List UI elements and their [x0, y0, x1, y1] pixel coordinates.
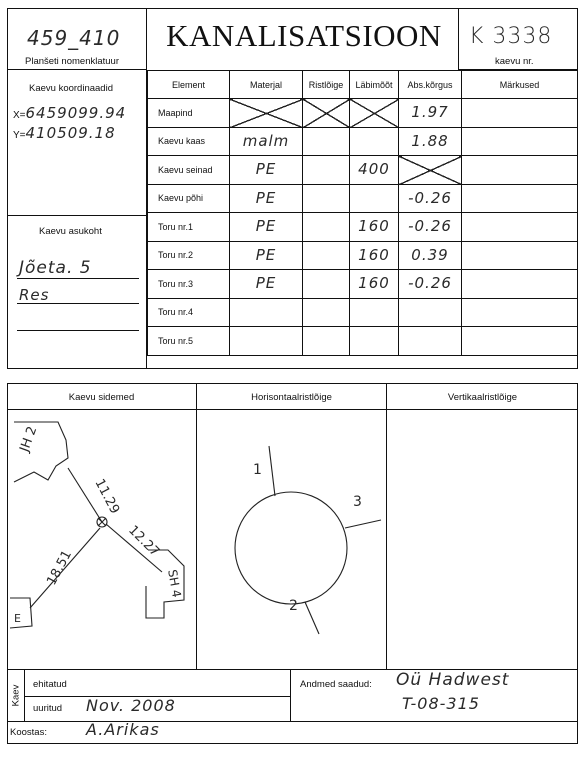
uuritud-label: uuritud	[33, 703, 63, 714]
table-header-row	[148, 71, 578, 99]
y-value: 410509.18	[25, 124, 116, 142]
table-row	[148, 213, 578, 242]
cross-section-cell	[303, 184, 350, 213]
element-table	[147, 70, 578, 356]
uuritud-value: Nov. 2008	[86, 696, 176, 715]
pipe-line	[345, 520, 381, 528]
material-cell	[230, 241, 303, 270]
location-line1: Jõeta. 5	[19, 258, 92, 278]
element-cell: Kaevu kaas	[148, 127, 230, 156]
material-value: PE	[255, 274, 277, 292]
diameter-value: 160	[358, 245, 390, 264]
material-cell	[230, 156, 303, 185]
underline	[17, 278, 139, 279]
diameter-cell	[350, 213, 399, 242]
sketch-col-title: Vertikaalristlõige	[447, 392, 518, 403]
building-label: JH 2	[17, 424, 41, 455]
abs-cell	[399, 298, 462, 327]
abs-cell	[399, 241, 462, 270]
abs-cell	[399, 213, 462, 242]
abs-cell	[399, 184, 462, 213]
x-value: 6459099.94	[25, 104, 127, 122]
y-coordinate	[13, 124, 116, 142]
element-cell: Toru nr.4	[148, 298, 230, 327]
remarks-cell	[462, 270, 578, 299]
element-cell: Toru nr.2	[148, 241, 230, 270]
andmed-value: T-08-315	[402, 694, 480, 713]
material-cell	[230, 184, 303, 213]
well-number-label: kaevu nr.	[495, 56, 534, 67]
location-section	[7, 216, 147, 369]
col-header: Läbimõõt	[350, 71, 399, 99]
table-row	[148, 241, 578, 270]
cross-section-cell	[303, 156, 350, 185]
crossed-cell	[399, 156, 462, 185]
material-cell	[230, 327, 303, 356]
diameter-cell	[350, 127, 399, 156]
pipe-label: 2	[289, 598, 298, 614]
location-line2: Res	[19, 286, 50, 304]
well-connections-sketch	[8, 410, 196, 668]
crossed-cell	[350, 99, 399, 128]
y-prefix: Y=	[13, 130, 26, 141]
diameter-cell	[350, 270, 399, 299]
side-label: Kaev	[10, 684, 22, 707]
cross-section-cell	[303, 298, 350, 327]
material-value: PE	[255, 160, 277, 178]
ehitatud-label: ehitatud	[33, 679, 67, 690]
table-row	[148, 156, 578, 185]
table-row	[148, 127, 578, 156]
pipe-line	[269, 446, 275, 496]
cross-section-cell	[303, 327, 350, 356]
cross-section-cell	[303, 213, 350, 242]
element-cell: Toru nr.3	[148, 270, 230, 299]
well-number-box	[458, 8, 578, 70]
element-cell: Kaevu seinad	[148, 156, 230, 185]
abs-value: 1.88	[411, 131, 449, 150]
horizontal-section-sketch	[197, 410, 386, 668]
cross-section-cell	[303, 127, 350, 156]
remarks-cell	[462, 327, 578, 356]
andmed-value: Oü Hadwest	[396, 670, 510, 690]
abs-value: 0.39	[411, 245, 449, 264]
col-header: Ristlõige	[303, 71, 350, 99]
diameter-value: 160	[358, 217, 390, 235]
abs-value: -0.26	[408, 217, 452, 235]
cross-section-cell	[303, 270, 350, 299]
abs-cell	[399, 127, 462, 156]
sketch-col-title: Kaevu sidemed	[68, 392, 135, 403]
diameter-cell	[350, 156, 399, 185]
abs-value: -0.26	[408, 274, 452, 292]
material-value: malm	[242, 131, 290, 150]
material-value: PE	[255, 188, 277, 207]
andmed-label: Andmed saadud:	[300, 679, 372, 690]
diameter-cell	[350, 298, 399, 327]
distance-label: 12.27	[125, 522, 163, 560]
sketch-col-title: Horisontaalristlõige	[251, 392, 332, 403]
element-cell: Toru nr.1	[148, 213, 230, 242]
nomenclature-value: 459_410	[27, 26, 121, 50]
remarks-cell	[462, 127, 578, 156]
material-value: PE	[255, 245, 277, 264]
remarks-cell	[462, 213, 578, 242]
remarks-cell	[462, 156, 578, 185]
abs-value: -0.26	[408, 188, 452, 207]
table-row	[148, 184, 578, 213]
pipe-line	[305, 602, 319, 634]
nomenclature-label: Planšeti nomenklatuur	[25, 56, 119, 67]
material-cell	[230, 298, 303, 327]
divider	[290, 670, 291, 722]
x-coordinate	[13, 104, 126, 122]
underline	[17, 303, 139, 304]
col-header: Abs.kõrgus	[399, 71, 462, 99]
table-row	[148, 298, 578, 327]
abs-cell	[399, 270, 462, 299]
pipe-label: 1	[253, 462, 262, 478]
element-cell: Toru nr.5	[148, 327, 230, 356]
abs-cell	[399, 327, 462, 356]
material-value: PE	[255, 217, 277, 235]
measure-line	[68, 468, 102, 522]
remarks-cell	[462, 184, 578, 213]
nomenclature-box	[7, 8, 147, 70]
element-cell: Maapind	[148, 99, 230, 128]
diameter-value: 160	[358, 274, 390, 292]
diameter-value: 400	[358, 160, 390, 178]
material-cell	[230, 213, 303, 242]
col-header: Märkused	[462, 71, 578, 99]
building-label: SH 4	[165, 568, 184, 599]
remarks-cell	[462, 99, 578, 128]
building-outline	[14, 422, 68, 482]
divider	[386, 383, 387, 670]
koostas-label: Koostas:	[10, 727, 47, 738]
element-cell: Kaevu põhi	[148, 184, 230, 213]
material-cell	[230, 127, 303, 156]
col-header: Element	[148, 71, 230, 99]
location-label: Kaevu asukoht	[39, 226, 102, 237]
material-cell	[230, 270, 303, 299]
remarks-cell	[462, 241, 578, 270]
underline	[17, 330, 139, 331]
cross-section-cell	[303, 241, 350, 270]
building-label: E	[14, 612, 21, 625]
remarks-cell	[462, 298, 578, 327]
diameter-cell	[350, 327, 399, 356]
abs-value: 1.97	[411, 103, 449, 121]
koostas-value: A.Arikas	[86, 720, 160, 739]
page-title: KANALISATSIOON	[166, 18, 442, 53]
table-row	[148, 327, 578, 356]
coordinates-section	[7, 70, 147, 216]
distance-label: 18.51	[44, 547, 76, 588]
x-prefix: X=	[13, 110, 26, 121]
abs-cell	[399, 99, 462, 128]
crossed-cell	[230, 99, 303, 128]
coordinates-label: Kaevu koordinaadid	[29, 83, 113, 94]
diameter-cell	[350, 184, 399, 213]
diameter-cell	[350, 241, 399, 270]
col-header: Materjal	[230, 71, 303, 99]
table-row	[148, 270, 578, 299]
well-number-value: K 3338	[469, 24, 553, 49]
distance-label: 11.29	[91, 476, 123, 517]
well-circle	[235, 492, 347, 604]
crossed-cell	[303, 99, 350, 128]
pipe-label: 3	[353, 494, 362, 510]
table-row	[148, 99, 578, 128]
